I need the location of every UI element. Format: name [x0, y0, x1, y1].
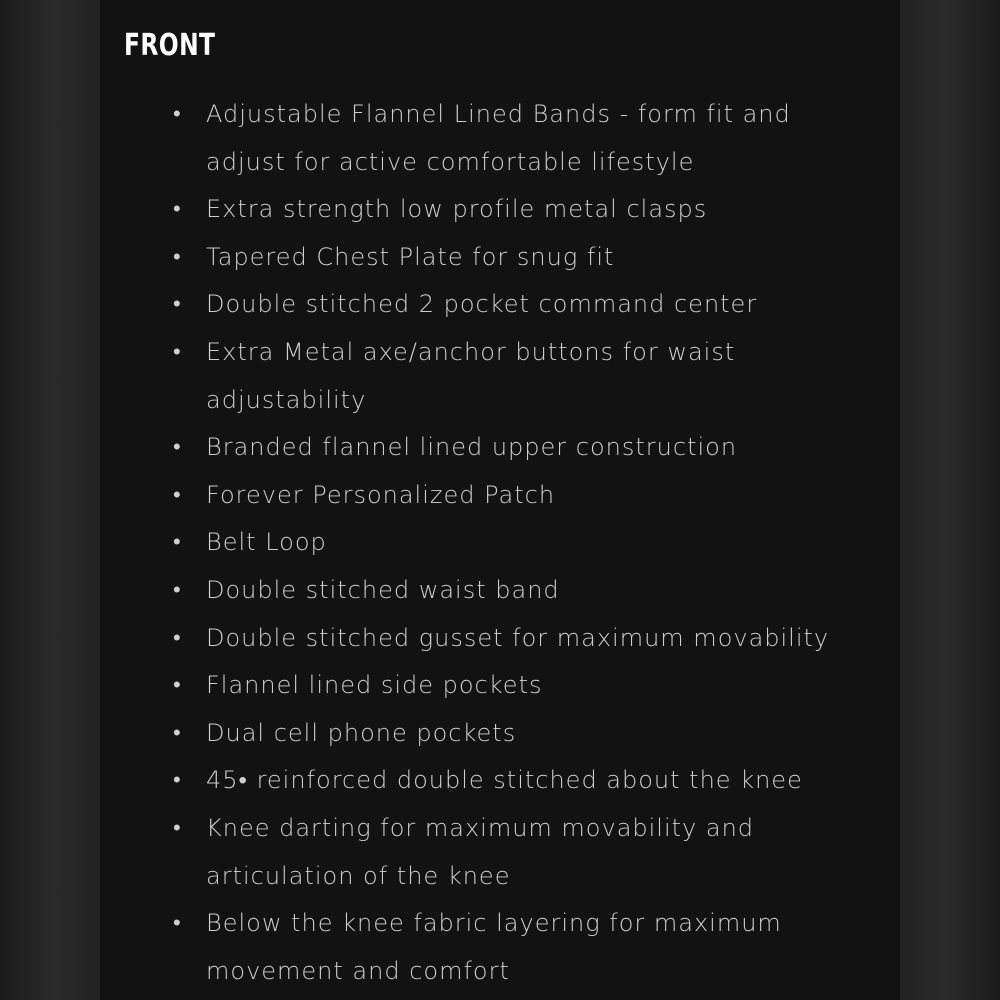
bullet-icon: •: [173, 292, 182, 318]
bullet-icon: •: [173, 102, 182, 127]
list-item-text: Branded flannel lined upper construction: [206, 433, 738, 462]
list-item-text: Flannel lined side pockets: [206, 671, 543, 700]
list-item-text: Dual cell phone pockets: [206, 718, 517, 747]
bullet-icon: •: [173, 720, 182, 746]
list-item-text: Adjustable Flannel Lined Bands - form fit and adjust for active comfortable lifestyle: [206, 100, 791, 176]
list-item-text: Extra Metal axe/anchor buttons for waist adjustability: [206, 337, 736, 414]
list-item-text: 45• reinforced double stitched about the knee: [206, 766, 803, 795]
bullet-icon: •: [173, 339, 182, 365]
list-item: [173, 615, 866, 663]
bullet-icon: •: [173, 768, 182, 794]
bullet-icon: •: [173, 244, 182, 270]
bullet-icon: •: [173, 197, 182, 223]
right-margin: [900, 0, 1000, 1000]
list-item: [173, 567, 866, 615]
bullet-icon: •: [173, 530, 182, 556]
bullet-icon: •: [173, 673, 182, 699]
list-item-text: Double stitched 2 pocket command center: [206, 290, 758, 319]
list-item: [173, 329, 866, 424]
list-item: [173, 805, 866, 900]
content-panel: [100, 0, 900, 1000]
list-item: [173, 281, 866, 329]
bullet-icon: •: [173, 625, 182, 651]
list-item-text: Double stitched waist band: [206, 575, 560, 604]
list-item-text: Tapered Chest Plate for snug fit: [206, 242, 615, 271]
bullet-icon: •: [173, 435, 182, 461]
list-item-text: Double stitched gusset for maximum movability: [206, 623, 830, 652]
list-item: [173, 424, 866, 472]
bullet-icon: •: [173, 577, 182, 603]
list-item: [173, 757, 866, 805]
list-item: [173, 900, 866, 995]
bullet-icon: •: [173, 482, 182, 508]
list-item-text: Below the knee fabric layering for maximum movement and comfort: [206, 909, 782, 985]
list-item: [173, 472, 866, 520]
list-item-text: Extra strength low profile metal clasps: [206, 195, 708, 224]
list-item: [173, 91, 866, 186]
bullet-icon: •: [173, 911, 182, 937]
section-heading: FRONT: [124, 28, 216, 63]
left-margin: [0, 0, 100, 1000]
list-item-text: Belt Loop: [206, 528, 327, 557]
list-item: [173, 519, 866, 567]
list-item: [173, 662, 866, 710]
list-item-text: Forever Personalized Patch: [206, 480, 556, 509]
list-item: [173, 710, 866, 758]
bullet-icon: •: [173, 815, 182, 841]
list-item-text: Knee darting for maximum movability and articulation of the knee: [206, 813, 755, 890]
list-item: [173, 234, 866, 282]
feature-list: [173, 91, 866, 995]
list-item: [173, 186, 866, 234]
